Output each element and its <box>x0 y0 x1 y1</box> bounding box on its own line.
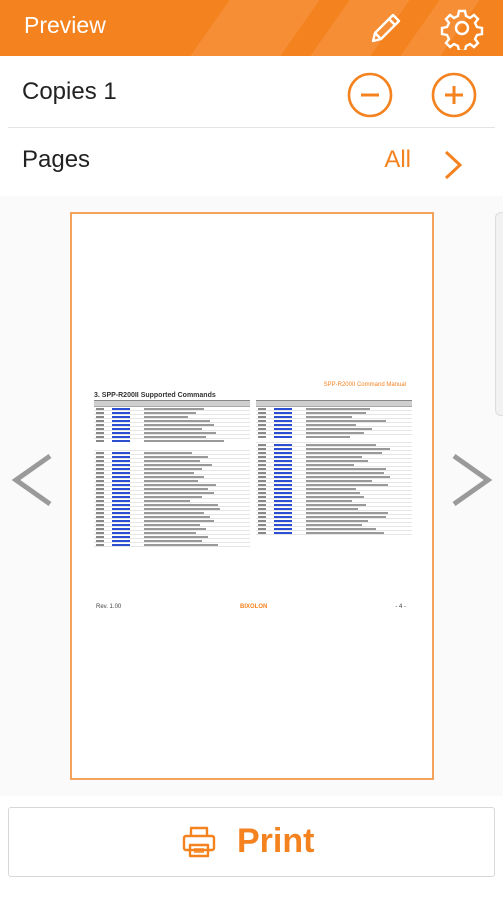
command-table-left <box>94 400 250 547</box>
top-bar <box>0 0 503 56</box>
pages-label: Pages <box>22 146 91 173</box>
printer-icon <box>181 824 217 860</box>
copies-row <box>0 56 503 126</box>
scrollbar[interactable] <box>495 212 503 416</box>
pages-value[interactable]: All <box>384 146 411 173</box>
plus-circle-icon <box>430 71 478 119</box>
document-page-preview[interactable] <box>70 212 434 780</box>
decrease-copies-button[interactable] <box>346 71 394 119</box>
chevron-right-icon <box>446 450 496 510</box>
minus-circle-icon <box>346 71 394 119</box>
document-header: SPP-R200II Command Manual <box>323 382 406 388</box>
page-title: Preview <box>24 12 106 38</box>
copies-label: Copies 1 <box>22 78 117 105</box>
print-button[interactable] <box>8 807 495 877</box>
gear-icon[interactable] <box>440 6 484 50</box>
pages-row[interactable] <box>0 128 503 196</box>
increase-copies-button[interactable] <box>430 71 478 119</box>
document-footer-revision: Rev. 1.00 <box>96 604 122 610</box>
chevron-left-icon <box>8 450 58 510</box>
document-title: 3. SPP-R200II Supported Commands <box>94 392 216 399</box>
print-label: Print <box>237 822 315 860</box>
command-table-right <box>256 400 412 535</box>
previous-page-button[interactable] <box>8 450 58 510</box>
pencil-icon[interactable] <box>364 6 408 50</box>
chevron-right-icon[interactable] <box>438 148 468 187</box>
document-footer-page: - 4 - <box>395 604 406 610</box>
next-page-button[interactable] <box>446 450 496 510</box>
document-footer-brand: BIXOLON <box>240 604 268 610</box>
